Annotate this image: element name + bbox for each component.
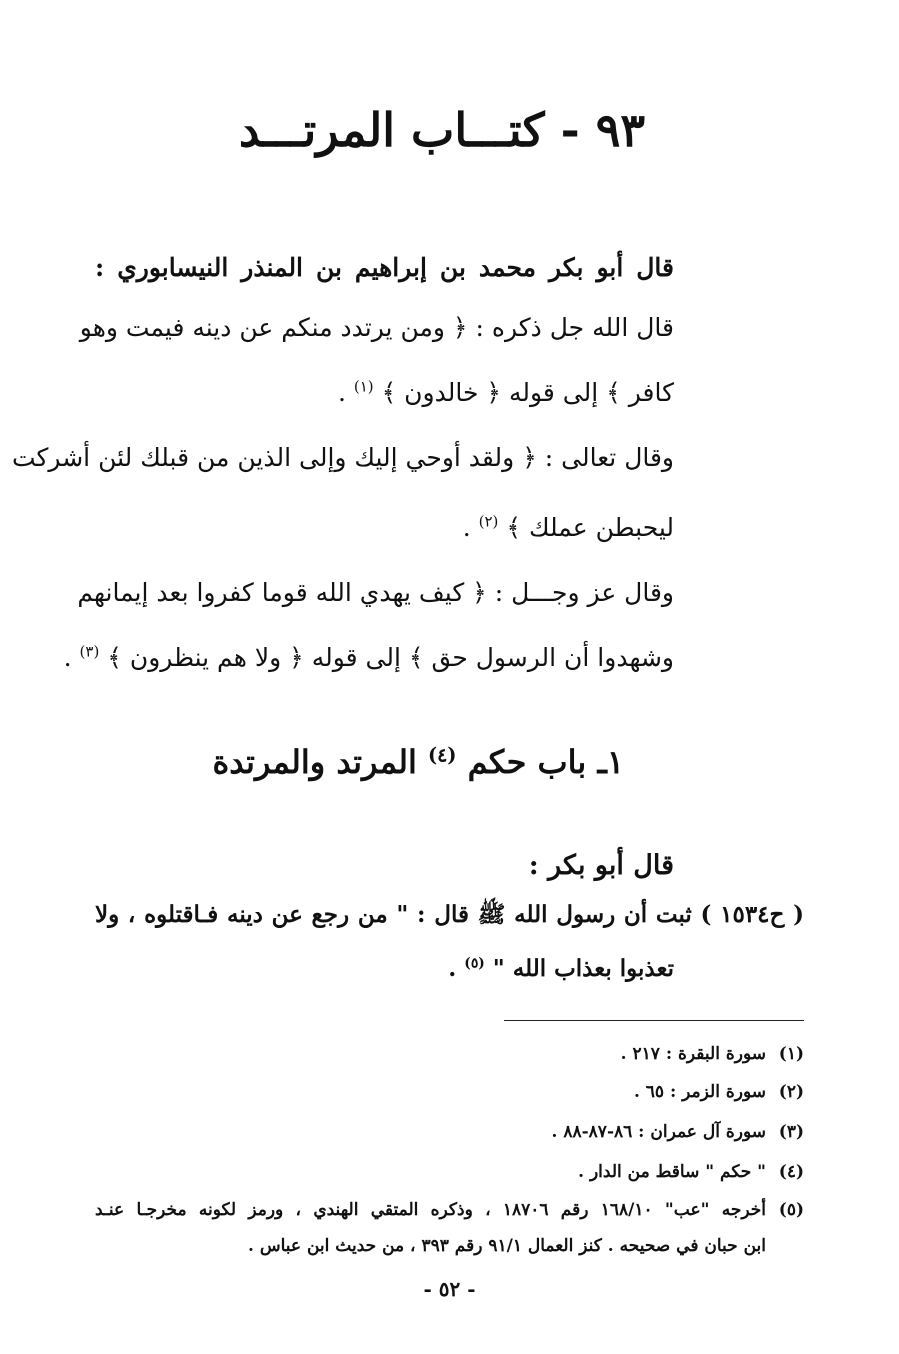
- footnote-text: سورة البقرة : ٢١٧ .: [620, 1044, 766, 1064]
- quote-text: وشهدوا أن الرسول حق ﴾ إلى قوله ﴿ ولا هم ينظرون ﴾: [107, 643, 674, 672]
- footnote-ref: (٣): [79, 642, 100, 661]
- footnote-number: (٢): [778, 1082, 804, 1102]
- footnote-ref: (٤): [427, 743, 457, 767]
- footnote-number: (٤): [778, 1162, 804, 1182]
- footnote-number: (١): [778, 1044, 804, 1064]
- quote-line-6: [0, 640, 674, 676]
- footnote-4: [578, 1158, 804, 1186]
- footnote-text: سورة الزمر : ٦٥ .: [633, 1082, 766, 1102]
- footnote-ref: (١): [353, 377, 374, 396]
- section-title-start: ١ـ باب حكم: [467, 743, 624, 781]
- quote-line-3: [11, 440, 674, 476]
- footnote-number: (٣): [778, 1122, 804, 1142]
- quote-text: وقال تعالى : ﴿ ولقد أوحي إليك وإلى الذين من قبلك لئن أشركت: [11, 443, 674, 472]
- hadith-end: .: [448, 955, 465, 982]
- quote-line-4: [0, 510, 674, 546]
- speaker-label: قال أبو بكر :: [528, 850, 674, 881]
- footnote-number: (٥): [778, 1200, 804, 1220]
- chapter-title: ٩٣ - كتـــاب المرتـــد: [238, 103, 646, 157]
- footnote-5-continued: ابن حبان في صحيحه . كنز العمال ٩١/١ رقم ٣٩٣ ، من حديث ابن عباس .: [248, 1236, 766, 1256]
- footnote-ref: (٥): [464, 955, 485, 972]
- hadith-line-1: ( ح١٥٣٤ ) ثبت أن رسول الله ﷺ قال : " من رجع عن دينه فـاقتلوه ، ولا: [95, 901, 804, 928]
- quote-end: .: [337, 378, 354, 407]
- footnote-1: [621, 1040, 804, 1068]
- section-title: [212, 740, 624, 784]
- footnote-text: " حكم " ساقط من الدار .: [578, 1162, 766, 1182]
- footnote-text: سورة آل عمران : ٨٦-٨٧-٨٨ .: [551, 1122, 766, 1142]
- section-title-end: المرتد والمرتدة: [212, 743, 417, 781]
- footnote-text: أخرجه "عب" ١٦٨/١٠ رقم ١٨٧٠٦ ، وذكره المتقي الهندي ، ورمز لكونه مخرجـا عنـد: [95, 1200, 766, 1220]
- hadith-line-2: [0, 952, 674, 986]
- quote-line-1: [79, 310, 674, 346]
- quote-line-2: [0, 375, 674, 411]
- quote-text: كافر ﴾ إلى قوله ﴿ خالدون ﴾: [381, 378, 674, 407]
- footnote-divider: [504, 1020, 804, 1021]
- quote-text: وقال عز وجـــل : ﴿ كيف يهدي الله قوما كفروا بعد إيمانهم: [77, 578, 674, 607]
- footnote-3: [552, 1118, 805, 1146]
- quote-text: ليحبطن عملك ﴾: [506, 513, 674, 542]
- footnote-ref: (٢): [478, 512, 499, 531]
- hadith-text: تعذبوا بعذاب الله ": [492, 955, 674, 982]
- quote-text: قال الله جل ذكره : ﴿ ومن يرتدد منكم عن دينه فيمت وهو: [79, 313, 674, 342]
- intro-line: قال أبو بكر محمد بن إبراهيم بن المنذر النيسابوري :: [95, 253, 674, 282]
- quote-end: .: [462, 513, 479, 542]
- page-number: - ٥٢ -: [423, 1277, 476, 1301]
- footnote-5: [95, 1196, 804, 1224]
- footnote-2: [634, 1078, 804, 1106]
- quote-end: .: [63, 643, 80, 672]
- quote-line-5: [77, 575, 674, 611]
